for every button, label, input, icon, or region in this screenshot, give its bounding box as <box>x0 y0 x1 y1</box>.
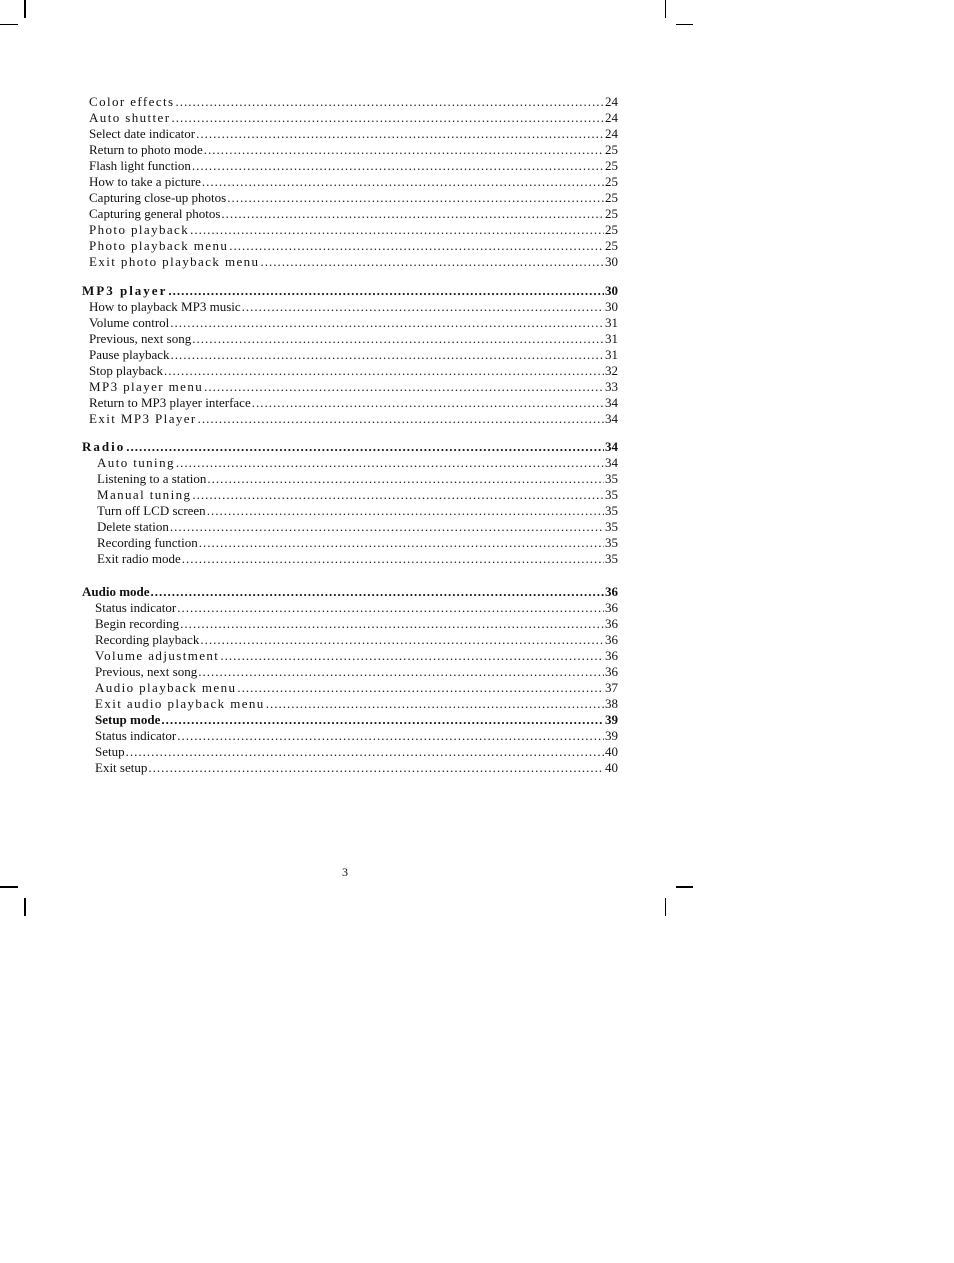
toc-entry-page: 30 <box>605 254 618 269</box>
toc-entry-page: 25 <box>605 238 618 253</box>
toc-dot-leader <box>220 648 604 664</box>
crop-mark-bottom-left-horizontal <box>0 886 18 888</box>
toc-entry-page: 25 <box>605 190 618 205</box>
toc-entry-title: Manual tuning <box>97 487 192 502</box>
toc-entry <box>82 728 618 744</box>
toc-entry-title: Setup <box>95 744 125 759</box>
toc-entry-title: Status indicator <box>95 600 177 615</box>
toc-entry-page: 37 <box>605 680 618 695</box>
toc-entry-title: Stop playback <box>89 363 164 378</box>
toc-entry-page: 34 <box>605 395 618 410</box>
toc-dot-leader <box>229 238 604 254</box>
toc-section-heading <box>82 584 618 600</box>
toc-dot-leader <box>202 174 604 190</box>
toc-dot-leader <box>192 487 604 503</box>
toc-entry <box>82 712 618 728</box>
toc-entry <box>82 664 618 680</box>
toc-entry <box>82 551 618 567</box>
toc-entry <box>82 363 618 379</box>
toc-dot-leader <box>204 379 604 395</box>
toc-dot-leader <box>171 110 604 126</box>
toc-entry-page: 35 <box>605 519 618 534</box>
toc-entry <box>82 471 618 487</box>
toc-entry-page: 36 <box>605 616 618 631</box>
toc-dot-leader <box>204 142 604 158</box>
toc-entry-title: Previous, next song <box>95 664 198 679</box>
toc-entry-title: Exit photo playback menu <box>89 254 260 269</box>
toc-entry-title: Volume control <box>89 315 170 330</box>
toc-entry-title: Previous, next song <box>89 331 192 346</box>
toc-entry <box>82 616 618 632</box>
toc-entry-title: Auto tuning <box>97 455 175 470</box>
toc-entry <box>82 600 618 616</box>
crop-mark-bottom-right-vertical <box>665 898 666 916</box>
toc-dot-leader <box>182 551 604 567</box>
toc-entry-page: 25 <box>605 174 618 189</box>
toc-entry <box>82 238 618 254</box>
toc-entry-page: 25 <box>605 142 618 157</box>
toc-entry-page: 36 <box>605 600 618 615</box>
toc-entry-title: Begin recording <box>95 616 180 631</box>
toc-entry-title: How to take a picture <box>89 174 201 189</box>
toc-dot-leader <box>237 680 604 696</box>
toc-entry <box>82 142 618 158</box>
toc-entry-page: 35 <box>605 487 618 502</box>
toc-entry <box>82 632 618 648</box>
toc-entry-page: 40 <box>605 760 618 775</box>
toc-entry <box>82 347 618 363</box>
toc-dot-leader <box>192 331 604 347</box>
toc-dot-leader <box>164 363 604 379</box>
toc-entry <box>82 254 618 270</box>
toc-dot-leader <box>198 411 604 427</box>
toc-entry <box>82 680 618 696</box>
toc-dot-leader <box>192 158 604 174</box>
crop-mark-top-left-vertical <box>24 0 26 18</box>
toc-dot-leader <box>148 760 604 776</box>
page-number: 3 <box>342 865 348 879</box>
toc-entry-page: 38 <box>605 696 618 711</box>
toc-entry-page: 25 <box>605 206 618 221</box>
toc-dot-leader <box>227 190 604 206</box>
toc-entry <box>82 744 618 760</box>
toc-entry-page: 34 <box>605 439 618 454</box>
crop-mark-bottom-right-horizontal <box>676 886 693 888</box>
toc-dot-leader <box>177 728 604 744</box>
toc-entry <box>82 487 618 503</box>
toc-entry-page: 25 <box>605 158 618 173</box>
toc-entry-title: Volume adjustment <box>95 648 220 663</box>
toc-entry <box>82 222 618 238</box>
toc-dot-leader <box>221 206 604 222</box>
crop-mark-top-right-vertical <box>665 0 666 18</box>
toc-dot-leader <box>207 471 604 487</box>
toc-entry-page: 32 <box>605 363 618 378</box>
toc-entry <box>82 94 618 110</box>
toc-entry-title: Audio playback menu <box>95 680 237 695</box>
toc-entry <box>82 760 618 776</box>
toc-entry-page: 36 <box>605 648 618 663</box>
toc-entry-page: 31 <box>605 347 618 362</box>
toc-dot-leader <box>161 712 604 728</box>
toc-entry <box>82 299 618 315</box>
toc-entry <box>82 315 618 331</box>
toc-entry-title: Return to MP3 player interface <box>89 395 251 410</box>
toc-entry-title: Setup mode <box>95 712 161 727</box>
toc-dot-leader <box>190 222 604 238</box>
toc-entry-title: MP3 player menu <box>89 379 204 394</box>
toc-entry-page: 36 <box>605 632 618 647</box>
toc-entry-title: Capturing general photos <box>89 206 221 221</box>
toc-entry-page: 24 <box>605 94 618 109</box>
toc-entry-title: Capturing close-up photos <box>89 190 227 205</box>
toc-dot-leader <box>175 94 604 110</box>
toc-entry <box>82 126 618 142</box>
toc-entry <box>82 648 618 664</box>
toc-dot-leader <box>196 126 604 142</box>
toc-entry-title: Select date indicator <box>89 126 196 141</box>
toc-entry-page: 39 <box>605 712 618 727</box>
toc-dot-leader <box>242 299 604 315</box>
toc-dot-leader <box>266 696 604 712</box>
toc-entry-page: 36 <box>605 664 618 679</box>
toc-entry <box>82 535 618 551</box>
toc-dot-leader <box>198 664 604 680</box>
toc-entry-title: Listening to a station <box>97 471 207 486</box>
toc-entry-page: 34 <box>605 455 618 470</box>
toc-dot-leader <box>252 395 604 411</box>
toc-dot-leader <box>170 315 604 331</box>
toc-entry-page: 31 <box>605 315 618 330</box>
toc-dot-leader <box>151 584 604 600</box>
toc-entry-title: Exit audio playback menu <box>95 696 265 711</box>
toc-entry-page: 36 <box>605 584 618 599</box>
toc-entry-title: Recording function <box>97 535 198 550</box>
toc-entry-page: 35 <box>605 551 618 566</box>
toc-entry-title: Delete station <box>97 519 169 534</box>
toc-dot-leader <box>199 535 604 551</box>
toc-entry <box>82 158 618 174</box>
toc-dot-leader <box>176 455 604 471</box>
toc-entry-page: 39 <box>605 728 618 743</box>
toc-section-heading <box>82 283 618 299</box>
toc-dot-leader <box>200 632 604 648</box>
toc-entry-page: 35 <box>605 535 618 550</box>
toc-entry-page: 30 <box>605 299 618 314</box>
toc-entry-title: Status indicator <box>95 728 177 743</box>
toc-entry-title: Exit radio mode <box>97 551 181 566</box>
toc-dot-leader <box>170 519 604 535</box>
toc-entry-title: Radio <box>82 439 126 454</box>
toc-entry <box>82 379 618 395</box>
toc-entry <box>82 411 618 427</box>
toc-entry <box>82 110 618 126</box>
toc-entry-title: How to playback MP3 music <box>89 299 241 314</box>
crop-mark-top-left-horizontal <box>0 24 18 25</box>
toc-entry-page: 34 <box>605 411 618 426</box>
toc-entry-title: Return to photo mode <box>89 142 203 157</box>
toc-entry-page: 30 <box>605 283 618 298</box>
toc-entry-page: 40 <box>605 744 618 759</box>
toc-entry-title: Color effects <box>89 94 175 109</box>
toc-dot-leader <box>168 283 604 299</box>
toc-entry <box>82 696 618 712</box>
crop-mark-bottom-left-vertical <box>24 898 26 916</box>
toc-entry <box>82 455 618 471</box>
toc-entry-title: MP3 player <box>82 283 168 298</box>
toc-entry-title: Auto shutter <box>89 110 171 125</box>
toc-entry-page: 31 <box>605 331 618 346</box>
crop-mark-top-right-horizontal <box>676 24 693 25</box>
toc-dot-leader <box>171 347 604 363</box>
toc-entry-title: Photo playback menu <box>89 238 229 253</box>
toc-entry-page: 24 <box>605 110 618 125</box>
toc-entry-title: Photo playback <box>89 222 190 237</box>
toc-entry <box>82 331 618 347</box>
toc-entry <box>82 190 618 206</box>
toc-dot-leader <box>126 439 604 455</box>
toc-dot-leader <box>177 600 604 616</box>
toc-entry-title: Audio mode <box>82 584 150 599</box>
toc-entry-title: Exit setup <box>95 760 148 775</box>
toc-entry-page: 25 <box>605 222 618 237</box>
toc-entry-title: Pause playback <box>89 347 170 362</box>
toc-entry-title: Turn off LCD screen <box>97 503 206 518</box>
toc-dot-leader <box>207 503 604 519</box>
toc-entry-title: Recording playback <box>95 632 200 647</box>
toc-entry-title: Flash light function <box>89 158 191 173</box>
toc-entry-page: 33 <box>605 379 618 394</box>
toc-entry-page: 24 <box>605 126 618 141</box>
toc-entry <box>82 174 618 190</box>
toc-dot-leader <box>260 254 604 270</box>
toc-entry <box>82 519 618 535</box>
toc-section-heading <box>82 439 618 455</box>
toc-dot-leader <box>126 744 604 760</box>
toc-entry-title: Exit MP3 Player <box>89 411 197 426</box>
toc-entry <box>82 206 618 222</box>
toc-entry <box>82 503 618 519</box>
toc-entry <box>82 395 618 411</box>
toc-entry-page: 35 <box>605 471 618 486</box>
toc-dot-leader <box>180 616 604 632</box>
toc-entry-page: 35 <box>605 503 618 518</box>
